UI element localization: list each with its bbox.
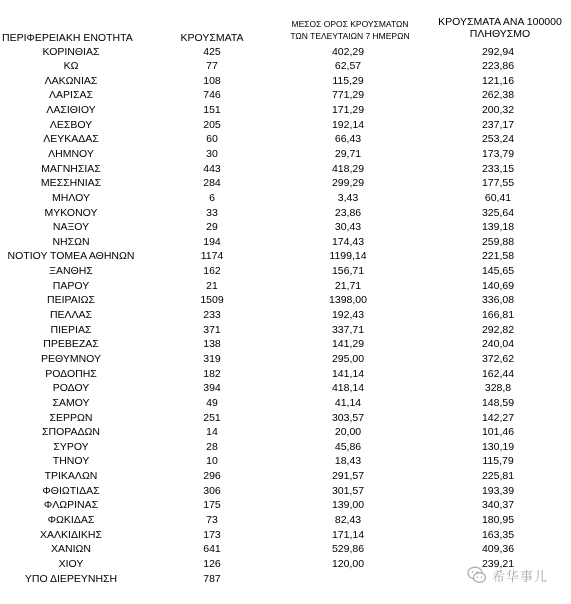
wechat-logo-icon: [467, 565, 487, 585]
region-cell: ΜΕΣΣΗΝΙΑΣ: [40, 177, 102, 190]
region-cell: ΤΡΙΚΑΛΩΝ: [44, 470, 98, 483]
cases-cell: 151: [203, 104, 221, 117]
per100k-cell: 409,36: [481, 543, 515, 556]
avg-cell: 30,43: [334, 221, 362, 234]
table-row: [0, 59, 571, 74]
cases-cell: 28: [206, 440, 218, 453]
table-row: [0, 206, 571, 221]
cases-cell: 284: [203, 177, 221, 190]
table-body: [0, 45, 571, 587]
table-row: [0, 264, 571, 279]
per100k-cell: 225,81: [481, 470, 515, 483]
per100k-cell: 262,38: [481, 89, 515, 102]
table-row: [0, 528, 571, 543]
cases-cell: 77: [206, 60, 218, 73]
per100k-cell: 163,35: [481, 528, 515, 541]
region-cell: ΛΑΚΩΝΙΑΣ: [44, 74, 98, 87]
region-cell: ΝΑΞΟΥ: [52, 221, 90, 234]
avg-cell: 29,71: [334, 147, 362, 160]
cases-cell: 443: [203, 162, 221, 175]
avg-cell: 21,71: [334, 279, 362, 292]
avg-cell: 45,86: [334, 440, 362, 453]
table-row: [0, 352, 571, 367]
per100k-cell: 193,39: [481, 484, 515, 497]
avg-cell: 3,43: [337, 191, 359, 204]
cases-cell: 296: [203, 470, 221, 483]
header-avg-line2: ΤΩΝ ΤΕΛΕΥΤΑΙΩΝ 7 ΗΜΕΡΩΝ: [290, 31, 410, 41]
region-cell: ΚΩ: [63, 60, 79, 73]
cases-cell: 162: [203, 265, 221, 278]
region-cell: ΡΟΔΟΥ: [52, 382, 90, 395]
table-row: [0, 337, 571, 352]
per100k-cell: 121,16: [481, 74, 515, 87]
table-row: [0, 293, 571, 308]
region-cell: ΧΑΝΙΩΝ: [51, 543, 91, 556]
avg-cell: 291,57: [331, 470, 365, 483]
avg-cell: 156,71: [331, 265, 365, 278]
cases-cell: 49: [206, 396, 218, 409]
table-row: [0, 425, 571, 440]
per100k-cell: 101,46: [481, 426, 515, 439]
per100k-cell: 148,59: [481, 396, 515, 409]
cases-cell: 1509: [200, 294, 224, 307]
table-row: [0, 176, 571, 191]
avg-cell: 41,14: [334, 396, 362, 409]
per100k-cell: 233,15: [481, 162, 515, 175]
table-row: [0, 45, 571, 60]
per100k-cell: 259,88: [481, 235, 515, 248]
header-per-line1: ΚΡΟΥΣΜΑΤΑ ΑΝΑ 100000: [438, 16, 562, 28]
region-cell: ΣΕΡΡΩΝ: [49, 411, 93, 424]
per100k-cell: 115,79: [482, 455, 514, 468]
region-cell: ΦΩΚΙΔΑΣ: [47, 514, 95, 526]
avg-cell: 82,43: [334, 514, 362, 526]
cases-cell: 787: [203, 572, 221, 585]
table-header: [0, 0, 571, 48]
avg-cell: 171,14: [331, 528, 365, 541]
region-cell: ΛΗΜΝΟΥ: [48, 147, 94, 160]
region-cell: ΦΘΙΩΤΙΔΑΣ: [42, 484, 100, 497]
cases-cell: 306: [203, 484, 221, 497]
region-cell: ΚΟΡΙΝΘΙΑΣ: [42, 45, 100, 58]
table-row: [0, 191, 571, 206]
per100k-cell: 325,64: [481, 206, 515, 219]
avg-cell: 23,86: [334, 206, 362, 219]
per100k-cell: 253,24: [481, 133, 515, 146]
cases-cell: 29: [206, 221, 218, 234]
per100k-cell: 180,95: [481, 514, 515, 526]
avg-cell: 139,00: [331, 499, 365, 512]
avg-cell: 141,29: [331, 338, 365, 351]
cases-cell: 138: [203, 338, 221, 351]
cases-cell: 641: [203, 543, 221, 556]
region-cell: ΣΥΡΟΥ: [53, 440, 89, 453]
per100k-cell: 142,27: [481, 411, 515, 424]
per100k-cell: 139,18: [481, 221, 515, 234]
per100k-cell: 372,62: [481, 352, 515, 365]
avg-cell: 141,14: [331, 367, 365, 380]
watermark-text: 希华事儿: [492, 569, 549, 585]
table-row: [0, 454, 571, 469]
avg-cell: 174,43: [331, 235, 365, 248]
region-cell: ΠΡΕΒΕΖΑΣ: [43, 338, 99, 351]
table-row: [0, 484, 571, 499]
per100k-cell: 166,81: [481, 309, 515, 322]
region-cell: ΧΑΛΚΙΔΙΚΗΣ: [40, 528, 102, 541]
watermark: [467, 564, 567, 586]
per100k-cell: 292,94: [481, 45, 515, 58]
table-row: [0, 74, 571, 89]
header-avg-line1: ΜΕΣΟΣ ΟΡΟΣ ΚΡΟΥΣΜΑΤΩΝ: [291, 19, 409, 29]
avg-cell: 192,43: [331, 309, 365, 322]
avg-cell: 301,57: [331, 484, 365, 497]
table-row: [0, 147, 571, 162]
per100k-cell: 223,86: [481, 60, 515, 73]
cases-cell: 1174: [200, 250, 224, 263]
avg-cell: 171,29: [331, 104, 365, 117]
header-seven-day-average: [270, 18, 430, 42]
per100k-cell: 336,08: [481, 294, 515, 307]
table-row: [0, 162, 571, 177]
per100k-cell: 240,04: [481, 338, 515, 351]
per100k-cell: 145,65: [481, 265, 515, 278]
region-cell: ΜΑΓΝΗΣΙΑΣ: [41, 162, 101, 175]
cases-cell: 746: [203, 89, 221, 102]
avg-cell: 529,86: [331, 543, 365, 556]
region-cell: ΞΑΝΘΗΣ: [49, 265, 93, 278]
per100k-cell: 200,32: [481, 104, 515, 117]
region-cell: ΤΗΝΟΥ: [52, 455, 90, 468]
table-row: [0, 469, 571, 484]
avg-cell: 115,29: [332, 74, 364, 87]
cases-cell: 175: [203, 499, 221, 512]
cases-cell: 10: [206, 455, 218, 468]
per100k-cell: 140,69: [481, 279, 515, 292]
region-cell: ΡΟΔΟΠΗΣ: [45, 367, 97, 380]
per100k-cell: 130,19: [481, 440, 515, 453]
region-cell: ΛΕΣΒΟΥ: [49, 118, 93, 131]
cases-cell: 371: [203, 323, 221, 336]
region-cell: ΡΕΘΥΜΝΟΥ: [40, 352, 101, 365]
cases-cell: 21: [206, 279, 218, 292]
per100k-cell: 239,21: [481, 557, 515, 570]
per100k-cell: 173,79: [481, 147, 515, 160]
table-row: [0, 498, 571, 513]
per100k-cell: 221,58: [481, 250, 515, 263]
avg-cell: 120,00: [331, 557, 365, 570]
header-per-line2: ΠΛΗΘΥΣΜΟ: [469, 28, 531, 40]
region-cell: ΠΕΙΡΑΙΩΣ: [47, 294, 95, 307]
avg-cell: 18,43: [334, 455, 362, 468]
table-row: [0, 103, 571, 118]
table-row: [0, 88, 571, 103]
region-cell: ΠΑΡΟΥ: [52, 279, 90, 292]
cases-cell: 108: [203, 74, 221, 87]
table-row: [0, 367, 571, 382]
cases-cell: 319: [203, 352, 221, 365]
cases-cell: 205: [203, 118, 221, 131]
per100k-cell: 292,82: [481, 323, 515, 336]
avg-cell: 337,71: [331, 323, 365, 336]
cases-cell: 182: [203, 367, 221, 380]
cases-cell: 425: [203, 45, 221, 58]
region-cell: ΦΛΩΡΙΝΑΣ: [43, 499, 99, 512]
cases-cell: 233: [203, 309, 221, 322]
table-row: [0, 235, 571, 250]
avg-cell: 1199,14: [329, 250, 367, 263]
avg-cell: 402,29: [331, 45, 365, 58]
table-row: [0, 132, 571, 147]
cases-cell: 73: [206, 514, 218, 526]
avg-cell: 66,43: [334, 133, 362, 146]
table-row: [0, 308, 571, 323]
cases-cell: 126: [203, 557, 221, 570]
region-cell: ΝΗΣΩΝ: [52, 235, 90, 248]
region-cell: ΠΙΕΡΙΑΣ: [50, 323, 92, 336]
table-row: [0, 323, 571, 338]
per100k-cell: 340,37: [481, 499, 515, 512]
table-row: [0, 542, 571, 557]
table-row: [0, 220, 571, 235]
region-cell: ΜΥΚΟΝΟΥ: [44, 206, 98, 219]
table-row: [0, 279, 571, 294]
region-cell: ΝΟΤΙΟΥ ΤΟΜΕΑ ΑΘΗΝΩΝ: [7, 250, 135, 263]
header-cases: ΚΡΟΥΣΜΑΤΑ: [180, 32, 244, 44]
avg-cell: 303,57: [331, 411, 365, 424]
avg-cell: 295,00: [331, 352, 365, 365]
table-row: [0, 381, 571, 396]
avg-cell: 418,14: [331, 382, 365, 395]
per100k-cell: 162,44: [481, 367, 515, 380]
region-cell: ΜΗΛΟΥ: [52, 191, 90, 204]
avg-cell: 418,29: [331, 162, 365, 175]
cases-cell: 14: [206, 426, 218, 439]
table-row: [0, 513, 571, 528]
cases-cell: 60: [206, 133, 218, 146]
avg-cell: 771,29: [331, 89, 365, 102]
cases-cell: 251: [203, 411, 221, 424]
per100k-cell: 60,41: [484, 191, 512, 204]
cases-cell: 173: [203, 528, 221, 541]
per100k-cell: 328,8: [484, 382, 512, 395]
region-cell: ΣΑΜΟΥ: [52, 396, 90, 409]
region-cell: ΛΕΥΚΑΔΑΣ: [43, 133, 99, 146]
header-region: ΠΕΡΙΦΕΡΕΙΑΚΗ ΕΝΟΤΗΤΑ: [2, 32, 133, 44]
table-row: [0, 440, 571, 455]
avg-cell: 299,29: [331, 177, 365, 190]
cases-cell: 394: [203, 382, 221, 395]
region-cell: ΠΕΛΛΑΣ: [49, 309, 93, 322]
avg-cell: 20,00: [334, 426, 362, 439]
region-cell: ΧΙΟΥ: [58, 557, 84, 570]
region-cell: ΣΠΟΡΑΔΩΝ: [42, 426, 100, 439]
region-cell: ΥΠΟ ΔΙΕΡΕΥΝΗΣΗ: [24, 572, 118, 585]
avg-cell: 192,14: [331, 118, 365, 131]
per100k-cell: 237,17: [481, 118, 515, 131]
region-cell: ΛΑΣΙΘΙΟΥ: [46, 104, 96, 117]
cases-cell: 194: [203, 235, 221, 248]
avg-cell: 1398,00: [329, 294, 367, 307]
table-row: [0, 411, 571, 426]
region-cell: ΛΑΡΙΣΑΣ: [49, 89, 93, 102]
table-row: [0, 249, 571, 264]
cases-cell: 33: [206, 206, 218, 219]
table-row: [0, 396, 571, 411]
cases-cell: 30: [206, 147, 218, 160]
avg-cell: 62,57: [334, 60, 362, 73]
header-cases-per-100k: [420, 16, 571, 40]
cases-cell: 6: [209, 191, 215, 204]
table-row: [0, 118, 571, 133]
per100k-cell: 177,55: [481, 177, 515, 190]
